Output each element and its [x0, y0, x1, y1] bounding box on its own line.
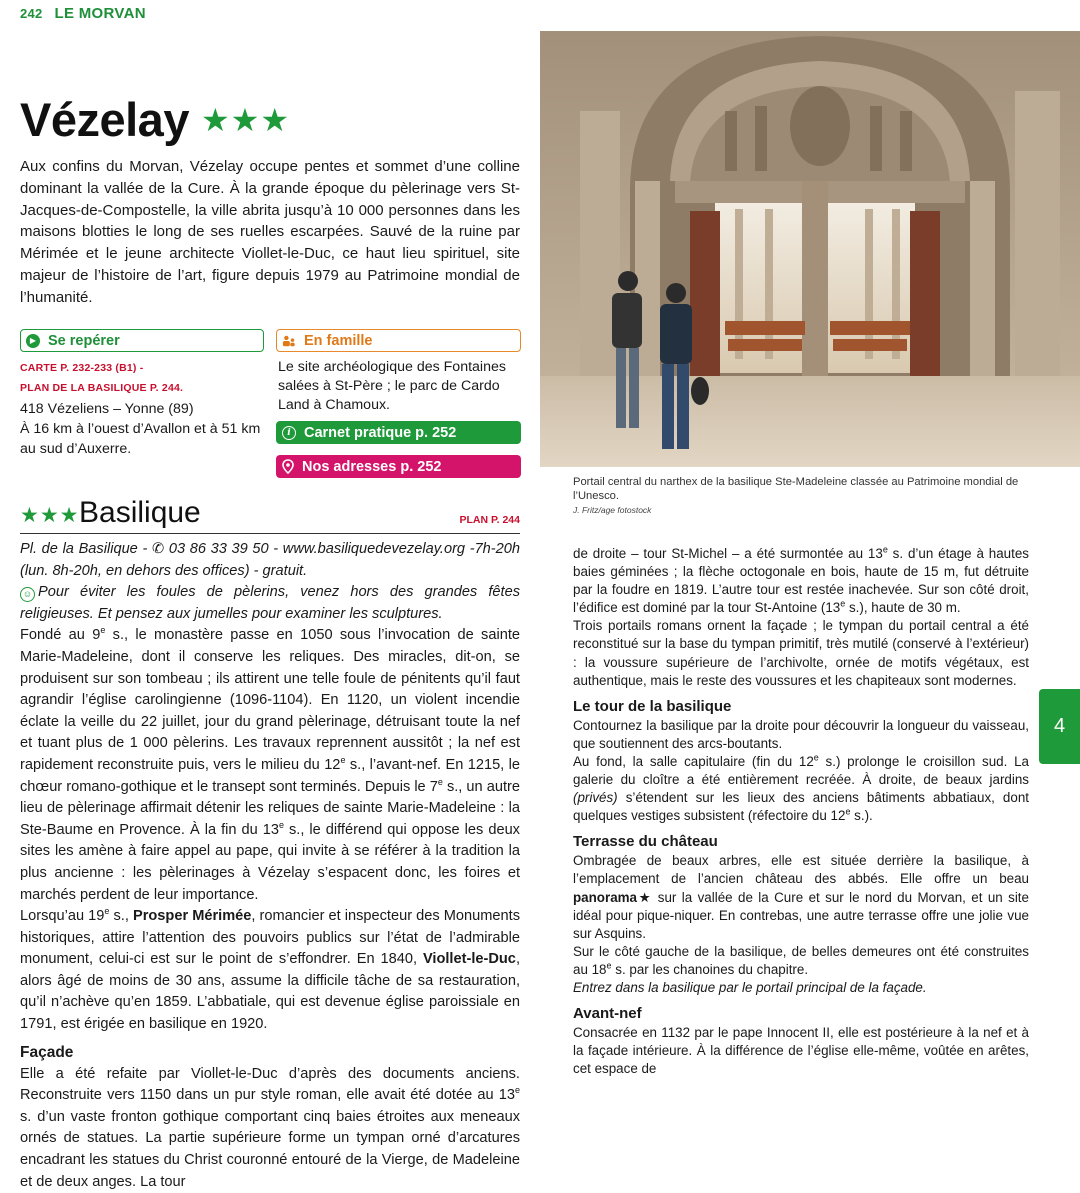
history-paragraph-2 — [20, 906, 520, 1036]
facade-heading: Façade — [20, 1043, 74, 1061]
text-run: s.) prolonge le croisillon sud. La galerie du cloître a été entièrement recréée. À droite, de beaux jardins — [573, 753, 1029, 788]
address-text: Pl. de la Basilique - — [20, 541, 152, 557]
se-reperer-label: Se repérer — [48, 332, 120, 349]
text-run: s., — [109, 908, 133, 925]
se-reperer-text — [20, 400, 265, 459]
basilique-plan-link[interactable]: PLAN P. 244 — [459, 514, 520, 526]
plan-basilique-link[interactable]: PLAN DE LA BASILIQUE P. 244. — [20, 382, 184, 394]
superscript: e — [340, 755, 346, 766]
en-famille-box — [276, 329, 521, 352]
facade-continued-paragraph — [573, 545, 1029, 617]
text-run: s. d’un étage à hautes baies géminées ; la flèche octogonale en bois, haute de 15 m, fut détruite par la foudre en 1819. L’autre tour est restée inachevée. Sur son côté droit, l’édifice est dominé par la tour St-Antoine (13 — [573, 546, 1029, 616]
page-number: 242 — [20, 6, 43, 21]
text-run: s.), haute de 30 m. — [845, 600, 961, 616]
column-right-body — [573, 545, 1029, 1078]
intro-paragraph: Aux confins du Morvan, Vézelay occupe pentes et sommet d’une colline dominant la vallée de la Cure. À la grande époque du pèlerinage vers St-Jacques-de-Compostelle, la ville abrita jusqu’à 10 000 personnes dans les maisons blotties le long de ses ruelles escarpées. Sauvé de la ruine par Mérimée et le jeune architecte Viollet-le-Duc, ce haut lieu spirituel, site majeur de l’histoire de l’art, figure depuis 1979 au Patrimoine mondial de l’humanité. — [20, 158, 520, 306]
family-icon-svg — [282, 334, 296, 348]
population-line: 418 Vézeliens – Yonne (89) — [20, 401, 194, 417]
history-paragraph-1 — [20, 625, 520, 906]
basilique-title: Basilique — [79, 496, 201, 529]
prives-text: (privés) — [573, 790, 618, 806]
tour-basilique-heading: Le tour de la basilique — [573, 697, 732, 715]
text-run: Fondé au 9 — [20, 627, 101, 644]
en-famille-text: Le site archéologique des Fontaines salées à St-Père ; le parc de Cardo Land à Chamoux. — [278, 359, 506, 413]
terrasse-paragraph-3: Entrez dans la basilique par le portail principal de la façade. — [573, 979, 927, 995]
terrasse-paragraph-1 — [573, 852, 1029, 942]
carnet-pratique-label: Carnet pratique p. 252 — [304, 424, 457, 441]
title-star-rating: ★★★ — [200, 101, 291, 138]
tour-paragraph-1: Contournez la basilique par la droite pour découvrir la longueur du vaisseau, que soutiennent des arcs-boutants. — [573, 717, 1029, 751]
photo-caption: Portail central du narthex de la basilique Ste-Madeleine classée au Patrimoine mondial de l’Unesco. — [573, 476, 1019, 502]
basilique-practical-info — [20, 539, 520, 582]
photo-credit: J. Fritz/age fotostock — [573, 505, 652, 515]
text-run: Sur le côté gauche de la basilique, de belles demeures ont été construites au 18 — [573, 943, 1029, 977]
text-run: s. d’un vaste fronton gothique comportant cinq baies étroites aux meneaux ornés de statues. La partie supérieure forme un tympan orné d’arcatures encadrant les statues du Christ couronné entouré de la Vierge, de Madeleine et de deux anges. La tour — [20, 1108, 520, 1190]
superscript: e — [606, 960, 612, 971]
superscript: e — [100, 625, 106, 636]
en-famille-label: En famille — [304, 332, 373, 349]
superscript: e — [882, 544, 888, 555]
portails-paragraph: Trois portails romans ornent la façade ; le tympan du portail central a été reconstitué sur la base du tympan primitif, très mutilé (conservé à l’extérieur) : la voussure supérieure de l’archivolte, ornée de motifs végétaux, est authentique, mais le reste des voussures et les chapiteaux sont modernes. — [573, 618, 1029, 688]
viollet-name: Viollet-le-Duc — [422, 951, 516, 968]
tip-text: Pour éviter les foules de pèlerins, venez hors des grandes fêtes religieuses. Et pensez aux jumelles pour examiner les sculptures. — [20, 584, 520, 622]
text-run: sur la vallée de la Cure et sur le nord du Morvan, et un site idéal pour pique-niquer. En contrebas, une autre terrasse offre une jolie vue sur Asquins. — [573, 889, 1029, 941]
se-reperer-box — [20, 329, 264, 352]
narthex-illustration — [540, 31, 1080, 467]
text-run: s’étendent sur les lieux des anciens bâtiments abbatiaux, dont quelques vestiges subsistent (réfectoire du 12 — [573, 790, 1029, 824]
text-run: Lorsqu’au 19 — [20, 908, 105, 925]
map-pin-icon — [282, 459, 294, 474]
facade-paragraph — [20, 1064, 520, 1193]
text-run: s., le différend qui oppose les deux sites les amène à faire appel au pape, qui invite à se référer à la tradition la plus ancienne : les pèlerinages à Vézelay s’espacent donc, les foires et marchés perdent de leur importance. — [20, 821, 520, 903]
section-name: LE MORVAN — [54, 5, 146, 22]
text-run: Ombragée de beaux arbres, elle est située derrière la basilique, à l’emplacement de l’ancien château des abbés. Elle offre un beau — [573, 853, 1029, 887]
title-row — [20, 92, 290, 147]
avant-nef-paragraph: Consacrée en 1132 par le pape Innocent II, elle est postérieure à la nef et à la façade intérieure. À la différence de l’église elle-même, voûtée en arêtes, cet espace de — [573, 1025, 1029, 1077]
chapter-tab[interactable]: 4 — [1039, 689, 1080, 764]
info-icon: i — [282, 426, 296, 440]
text-run: , romancier et inspecteur des Monuments historiques, attire l’attention des pouvoirs publics sur l’état de l’admirable monument, celui-ci est sur le point de s’effondrer. En 1840, — [20, 908, 520, 968]
text-run: s.). — [850, 808, 873, 824]
text-run: de droite – tour St-Michel – a été surmontée au 13 — [573, 546, 883, 561]
nos-adresses-label: Nos adresses p. 252 — [302, 458, 442, 475]
basilique-tip — [20, 582, 520, 625]
terrasse-paragraph-2 — [573, 943, 1029, 979]
smiley-icon: ☺ — [20, 587, 35, 602]
carte-link[interactable]: CARTE P. 232-233 (B1) - — [20, 362, 144, 374]
superscript: e — [813, 752, 819, 763]
column-left-body — [20, 539, 520, 1193]
text-run: s., un autre lieu de pèlerinage affirmait détenir les reliques de sainte Marie-Madeleine : la Ste-Baume en Provence. À la fin du 13 — [20, 778, 520, 838]
website-hours-text: - www.basiliquedevezelay.org -7h-20h (lun. 8h-20h, en dehors des offices) - gratuit. — [20, 541, 521, 579]
carnet-pratique-link[interactable] — [276, 421, 521, 444]
text-run: s. par les chanoines du chapitre. — [611, 961, 809, 977]
text-run: , alors âgé de moins de 30 ans, assume la difficile tâche de sa restauration, qu’il n’achève qu’en 1859. L’abbatiale, qui est devenue église paroissiale en 1791, est érigée en basilique en 1920. — [20, 951, 520, 1033]
text-run: s., l’avant-nef. En 1215, le chœur romano-gothique et le transept sont terminés. Depuis le 7 — [20, 756, 520, 795]
family-icon — [282, 334, 296, 348]
running-header — [20, 5, 146, 22]
superscript: e — [278, 819, 284, 830]
location-line: À 16 km à l’ouest d’Avallon et à 51 km au sud d’Auxerre. — [20, 420, 261, 457]
superscript: e — [437, 776, 443, 787]
avant-nef-heading: Avant-nef — [573, 1005, 642, 1023]
phone-icon: ✆ — [151, 541, 169, 557]
superscript: e — [514, 1085, 520, 1096]
tour-paragraph-2 — [573, 753, 1029, 825]
merimee-name: Prosper Mérimée — [132, 908, 252, 925]
text-run: s., le monastère passe en 1050 sous l’invocation de sainte Marie-Madeleine, dont il conserve les reliques. Des miracles, dit-on, se produisent sur son tombeau ; ils attirent une telle foule de pénitents qu’il faut agrandir l’église carolingienne (1096-1104). En 1120, un violent incendie éclate la veille du 22 juillet, jour du grand pèlerinage, détruisant toute la nef et tuant plus de 1 000 pèlerins. Les travaux reprennent aussitôt ; la nef est rapidement reconstruite puis, vers le milieu du 12 — [20, 627, 520, 773]
basilica-narthex-photo — [540, 31, 1080, 467]
superscript: e — [845, 806, 851, 817]
superscript: e — [104, 906, 110, 917]
basilique-heading — [20, 497, 520, 534]
panorama-text: panorama★ — [573, 889, 653, 905]
nos-adresses-link[interactable] — [276, 455, 521, 478]
text-run: Elle a été refaite par Viollet-le-Duc d’après des documents anciens. Reconstruite vers 1150 dans un pur style roman, elle avait été dotée au 13 — [20, 1065, 520, 1104]
superscript: e — [840, 598, 846, 609]
page-title: Vézelay — [20, 93, 189, 146]
play-circle-icon: ▶ — [26, 334, 40, 348]
basilique-star-rating: ★★★ — [20, 504, 80, 527]
terrasse-heading: Terrasse du château — [573, 833, 718, 851]
map-pin-icon-svg — [282, 459, 294, 474]
phone-number: 03 86 33 39 50 — [168, 541, 269, 557]
text-run: Au fond, la salle capitulaire (fin du 12 — [573, 753, 814, 769]
